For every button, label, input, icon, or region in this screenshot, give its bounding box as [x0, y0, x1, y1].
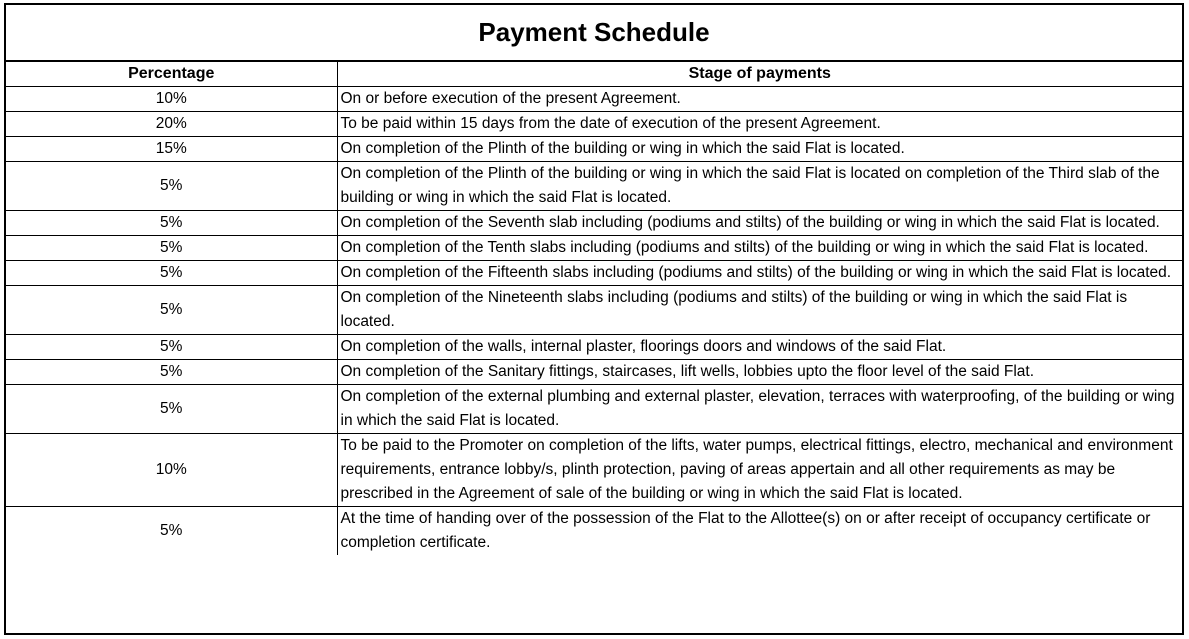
- percentage-cell: 5%: [6, 335, 337, 360]
- percentage-cell: 15%: [6, 137, 337, 162]
- header-row: [6, 62, 1182, 87]
- table-row: [6, 112, 1182, 137]
- table-row: [6, 236, 1182, 261]
- percentage-cell: 20%: [6, 112, 337, 137]
- percentage-cell: 5%: [6, 236, 337, 261]
- table-row: [6, 211, 1182, 236]
- percentage-cell: 5%: [6, 385, 337, 434]
- payment-schedule-table: [6, 62, 1182, 555]
- column-header-percentage: Percentage: [6, 62, 337, 87]
- percentage-cell: 5%: [6, 162, 337, 211]
- table-row: [6, 507, 1182, 556]
- percentage-cell: 10%: [6, 434, 337, 507]
- stage-cell: On or before execution of the present Agreement.: [337, 87, 1182, 112]
- stage-cell: On completion of the external plumbing and external plaster, elevation, terraces with waterproofing, of the building or wing in which the said Flat is located.: [337, 385, 1182, 434]
- stage-cell: On completion of the Seventh slab including (podiums and stilts) of the building or wing in which the said Flat is located.: [337, 211, 1182, 236]
- stage-cell: To be paid to the Promoter on completion of the lifts, water pumps, electrical fittings, electro, mechanical and environment requirements, entrance lobby/s, plinth protection, paving of areas appertain and all other requirements as may be prescribed in the Agreement of sale of the building or wing in which the said Flat is located.: [337, 434, 1182, 507]
- stage-cell: On completion of the Plinth of the building or wing in which the said Flat is located.: [337, 137, 1182, 162]
- stage-cell: On completion of the Tenth slabs including (podiums and stilts) of the building or wing in which the said Flat is located.: [337, 236, 1182, 261]
- payment-schedule-sheet: [4, 3, 1184, 635]
- stage-cell: On completion of the Plinth of the building or wing in which the said Flat is located on completion of the Third slab of the building or wing in which the said Flat is located.: [337, 162, 1182, 211]
- percentage-cell: 5%: [6, 211, 337, 236]
- percentage-cell: 5%: [6, 507, 337, 556]
- stage-cell: On completion of the Sanitary fittings, staircases, lift wells, lobbies upto the floor level of the said Flat.: [337, 360, 1182, 385]
- stage-cell: On completion of the Nineteenth slabs including (podiums and stilts) of the building or wing in which the said Flat is located.: [337, 286, 1182, 335]
- stage-cell: At the time of handing over of the possession of the Flat to the Allottee(s) on or after receipt of occupancy certificate or completion certificate.: [337, 507, 1182, 556]
- table-row: [6, 385, 1182, 434]
- stage-cell: To be paid within 15 days from the date of execution of the present Agreement.: [337, 112, 1182, 137]
- stage-cell: On completion of the walls, internal plaster, floorings doors and windows of the said Flat.: [337, 335, 1182, 360]
- table-row: [6, 87, 1182, 112]
- table-row: [6, 137, 1182, 162]
- percentage-cell: 5%: [6, 286, 337, 335]
- table-row: [6, 335, 1182, 360]
- table-row: [6, 162, 1182, 211]
- table-row: [6, 286, 1182, 335]
- percentage-cell: 10%: [6, 87, 337, 112]
- table-row: [6, 261, 1182, 286]
- percentage-cell: 5%: [6, 261, 337, 286]
- percentage-cell: 5%: [6, 360, 337, 385]
- table-row: [6, 360, 1182, 385]
- stage-cell: On completion of the Fifteenth slabs including (podiums and stilts) of the building or wing in which the said Flat is located.: [337, 261, 1182, 286]
- column-header-stage: Stage of payments: [337, 62, 1182, 87]
- table-row: [6, 434, 1182, 507]
- page-title: Payment Schedule: [6, 5, 1182, 62]
